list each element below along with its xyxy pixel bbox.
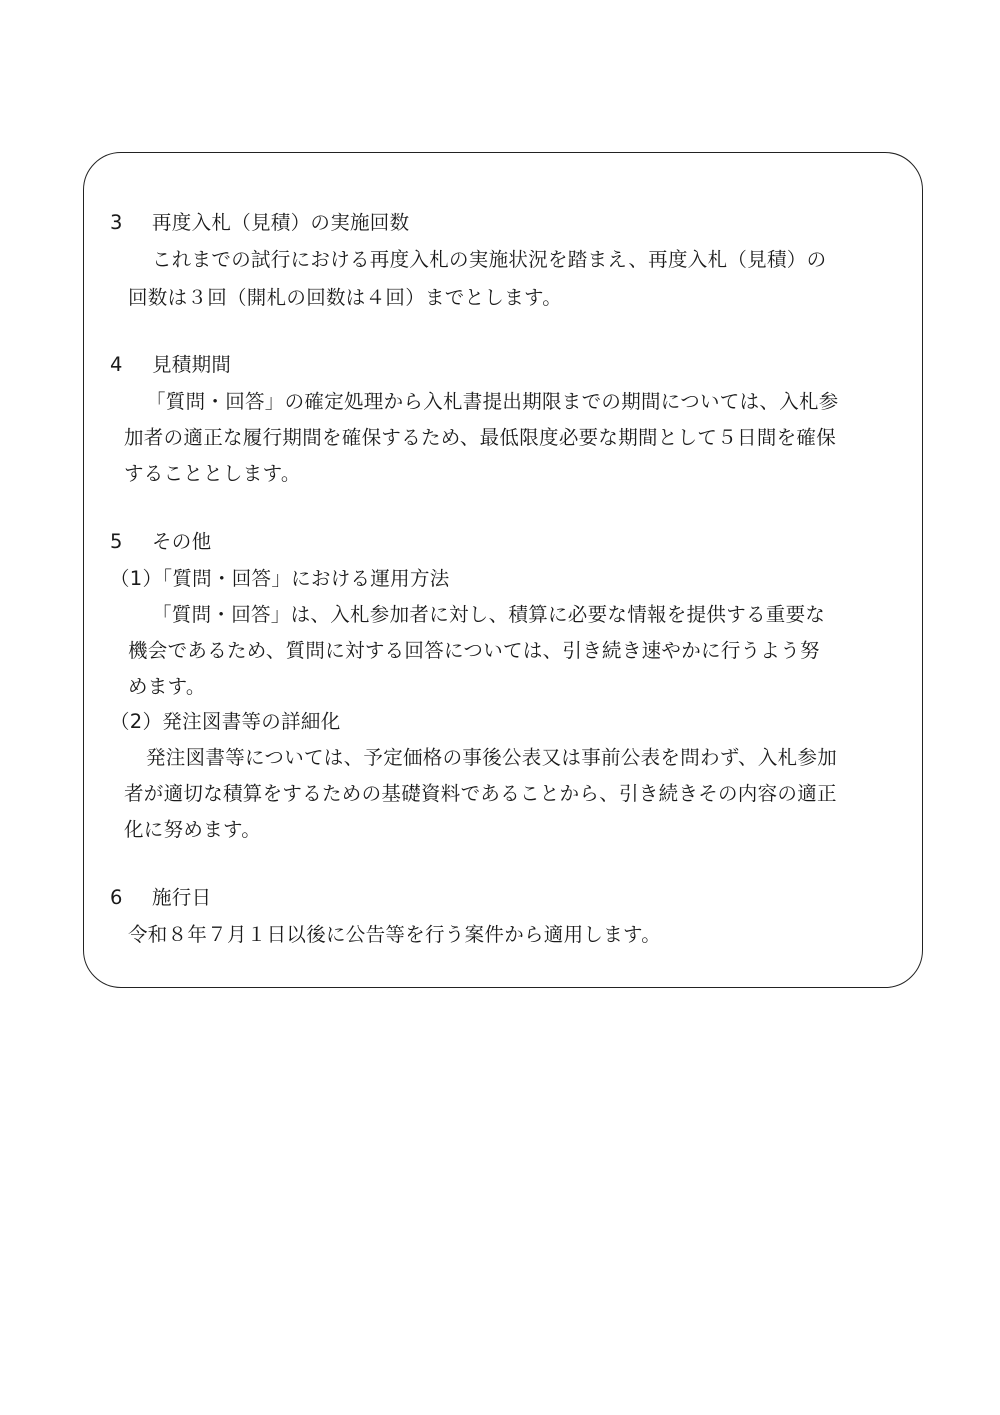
section-4-line-1: 「質問・回答」の確定処理から入札書提出期限までの期間については、入札参 xyxy=(146,390,839,413)
section-5-number: 5 xyxy=(110,530,123,553)
section-4-title: 見積期間 xyxy=(152,353,232,376)
subsection-1-line-3: めます。 xyxy=(128,675,206,698)
section-6-number: 6 xyxy=(110,886,123,909)
section-6-heading xyxy=(110,886,211,910)
subsection-1-line-1: 「質問・回答」は、入札参加者に対し、積算に必要な情報を提供する重要な xyxy=(152,603,826,626)
section-4-line-2: 加者の適正な履行期間を確保するため、最低限度必要な期間として５日間を確保 xyxy=(124,426,837,449)
section-5-heading xyxy=(110,530,211,554)
section-3-heading xyxy=(110,211,409,235)
section-3-title: 再度入札（見積）の実施回数 xyxy=(152,211,410,234)
subsection-1-heading: （1）「質問・回答」における運用方法 xyxy=(110,567,450,590)
section-4-number: 4 xyxy=(110,353,123,376)
subsection-2-line-3: 化に努めます。 xyxy=(124,818,262,841)
section-3-line-2: 回数は３回（開札の回数は４回）までとします。 xyxy=(128,286,563,309)
subsection-2-line-1: 発注図書等については、予定価格の事後公表又は事前公表を問わず、入札参加 xyxy=(146,746,838,769)
section-6-line-1: 令和８年７月１日以後に公告等を行う案件から適用します。 xyxy=(128,923,662,946)
section-5-title: その他 xyxy=(152,530,212,553)
subsection-2-line-2: 者が適切な積算をするための基礎資料であることから、引き続きその内容の適正 xyxy=(124,782,837,805)
subsection-1-line-2: 機会であるため、質問に対する回答については、引き続き速やかに行うよう努 xyxy=(128,639,820,662)
section-3-line-1: これまでの試行における再度入札の実施状況を踏まえ、再度入札（見積）の xyxy=(152,248,827,271)
section-4-line-3: することとします。 xyxy=(124,462,301,485)
section-3-number: 3 xyxy=(110,211,123,234)
subsection-2-heading: （2）発注図書等の詳細化 xyxy=(110,710,341,733)
section-4-heading xyxy=(110,353,231,377)
section-6-title: 施行日 xyxy=(152,886,212,909)
